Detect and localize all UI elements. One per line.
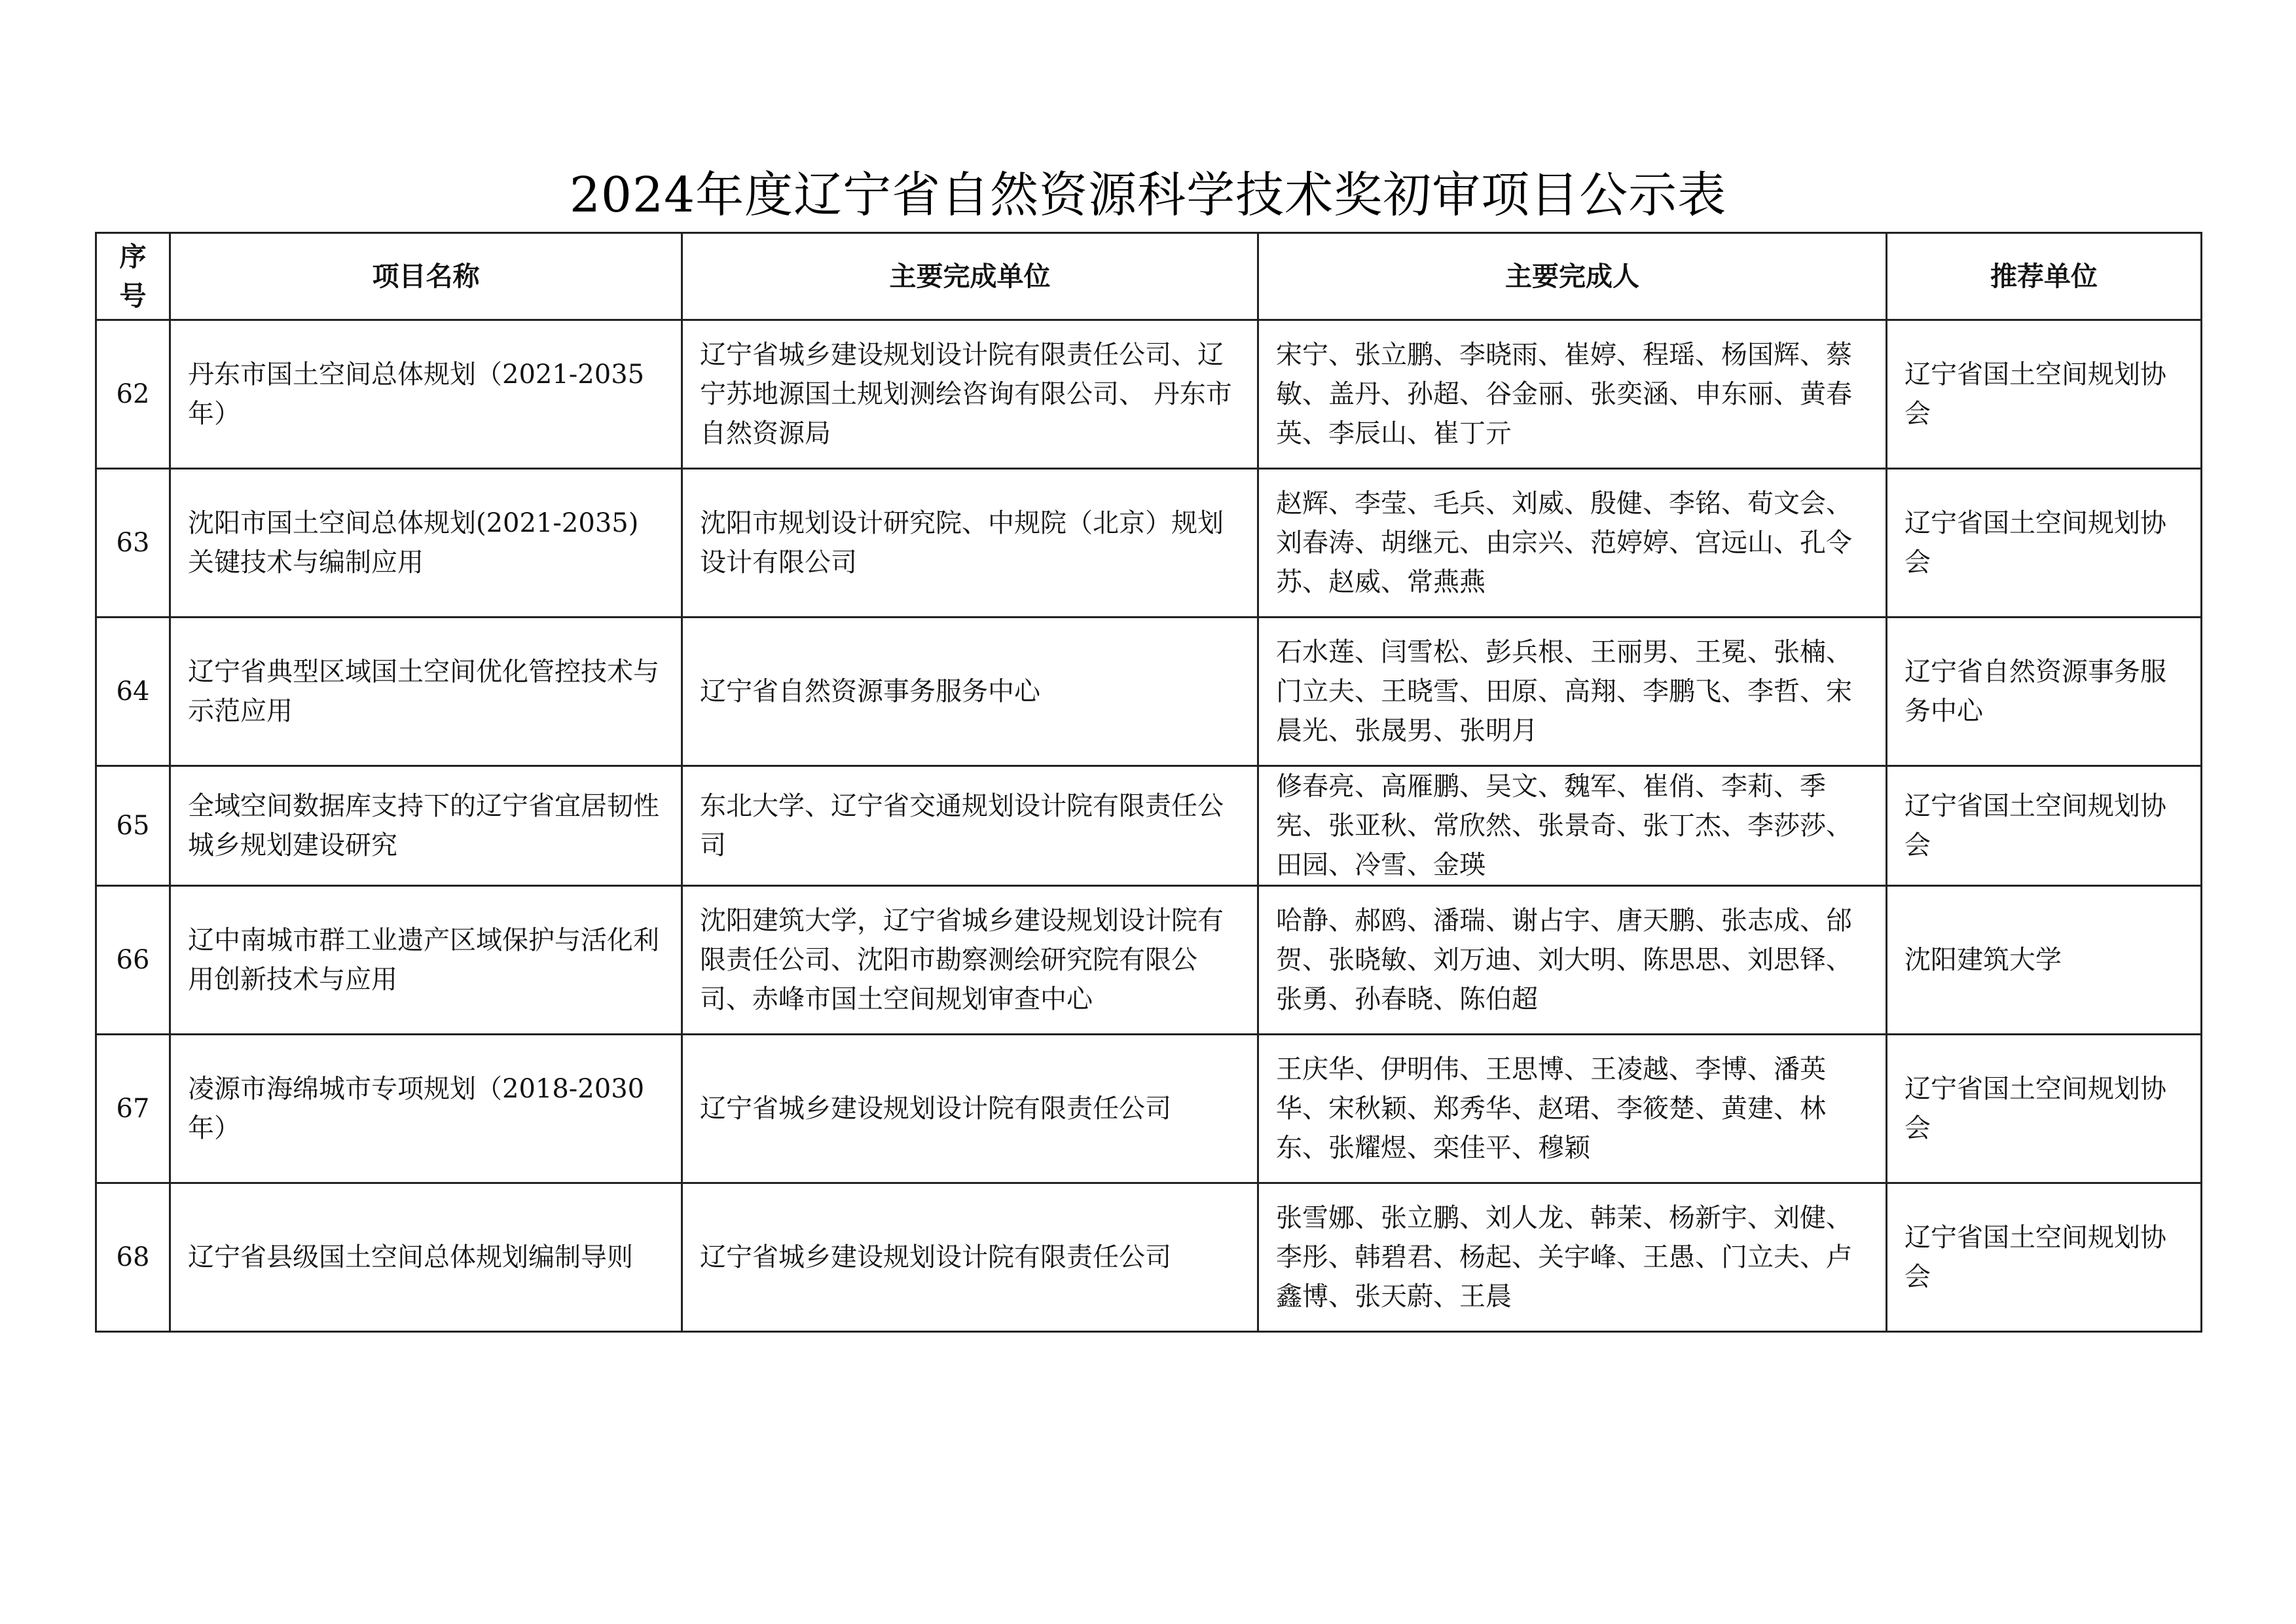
cell-recommender: 辽宁省国土空间规划协会 (1887, 1035, 2202, 1183)
cell-completing-units: 沈阳建筑大学，辽宁省城乡建设规划设计院有限责任公司、沈阳市勘察测绘研究院有限公司、赤峰市国土空间规划审查中心 (682, 886, 1258, 1035)
cell-completing-people: 张雪娜、张立鹏、刘人龙、韩茉、杨新宇、刘健、李彤、韩碧君、杨起、关宇峰、王愚、门立夫、卢鑫博、张天蔚、王晨 (1258, 1183, 1887, 1332)
cell-project-name: 凌源市海绵城市专项规划（2018-2030年） (170, 1035, 682, 1183)
cell-serial-number: 63 (96, 469, 170, 618)
cell-serial-number: 66 (96, 886, 170, 1035)
cell-completing-people: 宋宁、张立鹏、李晓雨、崔婷、程瑶、杨国辉、蔡敏、盖丹、孙超、谷金丽、张奕涵、申东丽、黄春英、李辰山、崔丁亓 (1258, 320, 1887, 469)
cell-completing-units: 东北大学、辽宁省交通规划设计院有限责任公司 (682, 766, 1258, 886)
table-row (96, 766, 2202, 886)
cell-completing-units: 沈阳市规划设计研究院、中规院（北京）规划设计有限公司 (682, 469, 1258, 618)
table-row (96, 618, 2202, 766)
header-serial-line1: 序 (119, 241, 147, 272)
table-header-row (96, 233, 2202, 320)
cell-completing-units: 辽宁省城乡建设规划设计院有限责任公司、辽宁苏地源国土规划测绘咨询有限公司、 丹东市自然资源局 (682, 320, 1258, 469)
cell-recommender: 辽宁省自然资源事务服务中心 (1887, 618, 2202, 766)
header-recommender: 推荐单位 (1887, 233, 2202, 320)
cell-completing-units: 辽宁省城乡建设规划设计院有限责任公司 (682, 1183, 1258, 1332)
table-row (96, 1183, 2202, 1332)
cell-project-name: 丹东市国土空间总体规划（2021-2035年） (170, 320, 682, 469)
cell-recommender: 沈阳建筑大学 (1887, 886, 2202, 1035)
cell-completing-people: 石水莲、闫雪松、彭兵根、王丽男、王冕、张楠、门立夫、王晓雪、田原、高翔、李鹏飞、李哲、宋晨光、张晟男、张明月 (1258, 618, 1887, 766)
cell-project-name: 沈阳市国土空间总体规划(2021-2035)关键技术与编制应用 (170, 469, 682, 618)
header-serial-number (96, 233, 170, 320)
cell-serial-number: 62 (96, 320, 170, 469)
cell-completing-units: 辽宁省城乡建设规划设计院有限责任公司 (682, 1035, 1258, 1183)
page-title: 2024年度辽宁省自然资源科学技术奖初审项目公示表 (569, 167, 1727, 223)
header-serial-line2: 号 (119, 280, 147, 312)
cell-serial-number: 64 (96, 618, 170, 766)
header-completing-units: 主要完成单位 (682, 233, 1258, 320)
header-completing-people: 主要完成人 (1258, 233, 1887, 320)
cell-completing-people: 赵辉、李莹、毛兵、刘威、殷健、李铭、荀文会、刘春涛、胡继元、由宗兴、范婷婷、宫远山、孔令苏、赵威、常燕燕 (1258, 469, 1887, 618)
cell-project-name: 辽中南城市群工业遗产区域保护与活化利用创新技术与应用 (170, 886, 682, 1035)
projects-table (95, 232, 2202, 1333)
table-row (96, 469, 2202, 618)
cell-completing-people: 哈静、郝鸥、潘瑞、谢占宇、唐天鹏、张志成、邰贺、张晓敏、刘万迪、刘大明、陈思思、刘思铎、张勇、孙春晓、陈伯超 (1258, 886, 1887, 1035)
cell-recommender: 辽宁省国土空间规划协会 (1887, 320, 2202, 469)
cell-serial-number: 67 (96, 1035, 170, 1183)
cell-project-name: 全域空间数据库支持下的辽宁省宜居韧性城乡规划建设研究 (170, 766, 682, 886)
table-row (96, 886, 2202, 1035)
cell-serial-number: 68 (96, 1183, 170, 1332)
cell-project-name: 辽宁省典型区域国土空间优化管控技术与示范应用 (170, 618, 682, 766)
cell-recommender: 辽宁省国土空间规划协会 (1887, 469, 2202, 618)
cell-recommender: 辽宁省国土空间规划协会 (1887, 1183, 2202, 1332)
cell-recommender: 辽宁省国土空间规划协会 (1887, 766, 2202, 886)
cell-completing-people: 修春亮、高雁鹏、吴文、魏军、崔俏、李莉、季宪、张亚秋、常欣然、张景奇、张丁杰、李莎莎、田园、冷雪、金瑛 (1258, 766, 1887, 886)
table-row (96, 320, 2202, 469)
header-project-name: 项目名称 (170, 233, 682, 320)
cell-completing-people: 王庆华、伊明伟、王思博、王凌越、李博、潘英华、宋秋颖、郑秀华、赵珺、李筱楚、黄建、林东、张耀煜、栾佳平、穆颖 (1258, 1035, 1887, 1183)
cell-project-name: 辽宁省县级国土空间总体规划编制导则 (170, 1183, 682, 1332)
table-row (96, 1035, 2202, 1183)
cell-serial-number: 65 (96, 766, 170, 886)
cell-completing-units: 辽宁省自然资源事务服务中心 (682, 618, 1258, 766)
